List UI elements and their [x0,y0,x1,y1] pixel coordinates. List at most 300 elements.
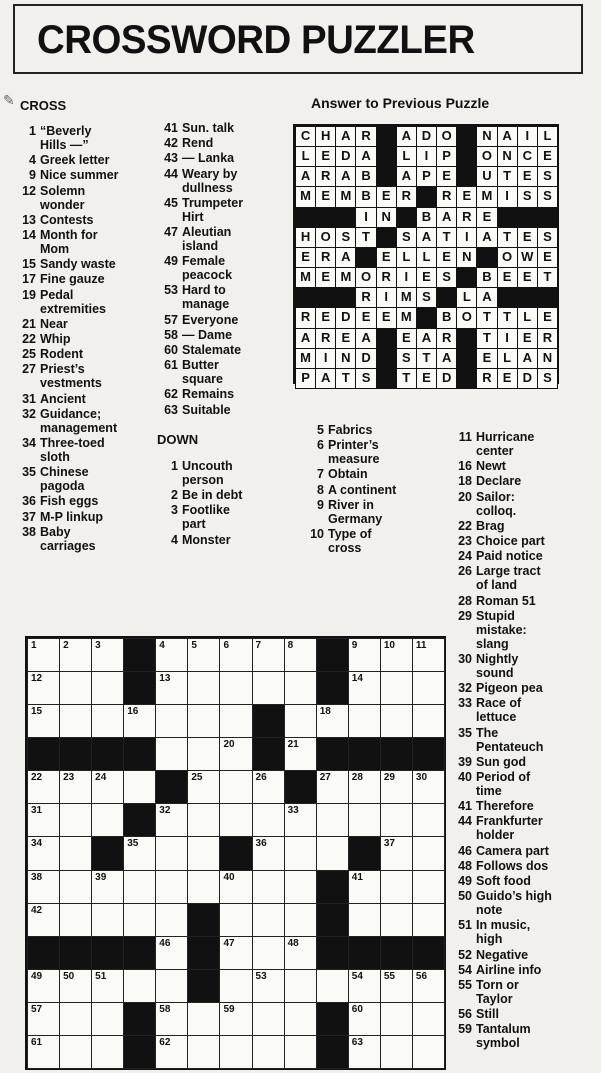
crossword-cell[interactable] [27,803,60,837]
answer-cell: O [497,247,518,268]
title-box [13,4,583,74]
black-square [316,936,349,970]
crossword-cell[interactable] [284,969,317,1003]
answer-cell: R [295,307,316,328]
answer-cell: W [517,247,538,268]
clue-text: Rodent [40,347,84,362]
answer-cell: A [396,126,417,147]
crossword-cell[interactable] [187,704,220,738]
crossword-cell[interactable] [348,903,381,937]
answer-cell: I [376,287,397,308]
across-clue [156,358,223,386]
clue-number: 34 [22,436,36,450]
crossword-cell[interactable] [27,671,60,705]
crossword-cell[interactable] [412,638,445,672]
clue-number: 44 [458,814,472,829]
clue-number: 30 [458,652,472,666]
crossword-cell[interactable] [155,1035,188,1069]
crossword-cell[interactable] [348,969,381,1003]
clue-text: Sun. talk [182,121,235,135]
down-clue [448,726,543,754]
crossword-cell[interactable] [219,704,252,738]
crossword-cell[interactable] [316,770,349,804]
answer-cell: E [517,267,538,288]
crossword-cell[interactable] [91,969,124,1003]
crossword-cell[interactable] [412,704,445,738]
answer-cell: N [497,146,518,167]
crossword-cell[interactable] [187,870,220,904]
clue-number: 27 [22,362,36,377]
clue-number: 35 [22,465,36,480]
crossword-cell[interactable] [155,704,188,738]
answer-cell: T [436,227,457,248]
clue-number: 13 [22,212,36,227]
crossword-cell[interactable] [155,836,188,870]
crossword-cell[interactable] [348,870,381,904]
crossword-cell[interactable] [59,870,92,904]
crossword-cell[interactable] [219,671,252,705]
clue-text: Fine gauze [40,272,105,287]
crossword-cell[interactable] [412,969,445,1003]
clue-number: 62 [164,387,178,402]
crossword-cell[interactable] [284,870,317,904]
crossword-cell[interactable] [59,671,92,705]
crossword-cell[interactable] [187,770,220,804]
answer-cell: D [335,146,356,167]
clue-number: 28 [458,593,472,608]
clue-number: 45 [164,195,178,210]
answer-cell: L [497,348,518,369]
answer-cell: S [436,267,457,288]
answer-cell: S [335,227,356,248]
crossword-cell[interactable] [284,704,317,738]
crossword-cell[interactable] [252,803,285,837]
crossword-cell[interactable] [380,1002,413,1036]
answer-cell: I [355,207,376,228]
black-square [316,638,349,672]
answer-black-square [456,267,477,288]
answer-cell: S [537,186,558,207]
answer-cell: E [476,348,497,369]
answer-black-square [315,287,336,308]
down-clue [448,519,504,533]
crossword-cell[interactable] [219,870,252,904]
down-clue [448,755,526,769]
clue-text: Uncouth person [182,459,233,487]
cell-number: 59 [223,1003,235,1015]
answer-cell: E [376,247,397,268]
crossword-cell[interactable] [380,1035,413,1069]
crossword-cell[interactable] [219,737,252,771]
answer-cell: I [497,328,518,349]
crossword-cell[interactable] [155,870,188,904]
clue-text: Trumpeter Hirt [182,195,244,224]
answer-cell: R [355,126,376,147]
clue-number: 21 [22,316,36,331]
black-square [123,936,156,970]
crossword-cell[interactable] [348,638,381,672]
answer-cell: N [335,348,356,369]
answer-cell: D [436,368,457,389]
down-clue [448,918,530,946]
crossword-cell[interactable] [252,836,285,870]
crossword-cell[interactable] [59,1035,92,1069]
answer-cell: A [396,166,417,187]
clue-text: Female peacock [182,254,233,283]
answer-cell: L [517,307,538,328]
crossword-cell[interactable] [412,836,445,870]
black-square [316,870,349,904]
cell-number: 14 [351,673,363,685]
black-square [187,936,220,970]
cell-number: 21 [287,739,299,751]
clue-text: Soft food [476,874,531,888]
crossword-cell[interactable] [187,638,220,672]
answer-cell: E [537,307,558,328]
clue-text: Rend [182,136,214,151]
answer-cell: E [436,166,457,187]
crossword-cell[interactable] [252,936,285,970]
crossword-cell[interactable] [284,936,317,970]
across-clue [18,436,105,464]
clue-text: Ancient [40,391,86,406]
answer-cell: T [335,368,356,389]
answer-cell: C [517,146,538,167]
answer-cell: A [335,166,356,187]
crossword-cell[interactable] [187,1035,220,1069]
crossword-cell[interactable] [380,704,413,738]
answer-cell: T [497,166,518,187]
clue-text: Still [476,1007,499,1022]
answer-cell: I [497,186,518,207]
crossword-cell[interactable] [187,836,220,870]
crossword-cell[interactable] [219,770,252,804]
clue-text: — Lanka [182,151,235,166]
crossword-cell[interactable] [155,737,188,771]
crossword-cell[interactable] [59,704,92,738]
clue-text: Suitable [182,402,231,417]
crossword-cell[interactable] [284,671,317,705]
crossword-cell[interactable] [27,704,60,738]
crossword-cell[interactable] [284,737,317,771]
clue-number: 51 [458,918,472,933]
clue-text: Whip [40,332,71,346]
clue-text: Guido’s high note [476,889,552,918]
crossword-cell[interactable] [155,803,188,837]
clue-text: Nice summer [40,168,119,183]
answer-black-square [537,207,558,228]
cell-number: 58 [159,1003,171,1015]
crossword-cell[interactable] [380,836,413,870]
crossword-cell[interactable] [380,803,413,837]
clue-text: Period of time [476,770,531,798]
crossword-cell[interactable] [252,671,285,705]
crossword-cell[interactable] [187,737,220,771]
answer-black-square [335,287,356,308]
crossword-cell[interactable] [348,671,381,705]
cell-number: 6 [223,640,230,651]
crossword-cell[interactable] [252,870,285,904]
crossword-cell[interactable] [91,1035,124,1069]
crossword-cell[interactable] [380,770,413,804]
clue-number: 59 [458,1022,472,1037]
crossword-cell[interactable] [59,903,92,937]
crossword-cell[interactable] [348,704,381,738]
crossword-cell[interactable] [380,638,413,672]
crossword-cell[interactable] [91,704,124,738]
crossword-cell[interactable] [412,903,445,937]
crossword-cell[interactable] [59,638,92,672]
clue-text: Declare [476,474,522,489]
crossword-cell[interactable] [284,638,317,672]
clue-number: 41 [164,121,178,135]
answer-cell: E [355,307,376,328]
answer-cell: M [295,267,316,288]
crossword-cell[interactable] [155,903,188,937]
answer-black-square [517,287,538,308]
crossword-cell[interactable] [219,1002,252,1036]
crossword-cell[interactable] [187,803,220,837]
answer-cell: R [436,186,457,207]
clue-number: 46 [458,843,472,858]
crossword-cell[interactable] [316,836,349,870]
answer-black-square [416,186,437,207]
crossword-cell[interactable] [348,770,381,804]
crossword-cell[interactable] [412,770,445,804]
down-clue [302,527,372,555]
crossword-cell[interactable] [27,836,60,870]
down-clue [448,1022,531,1050]
cell-number: 48 [287,937,299,949]
cell-number: 22 [31,772,43,784]
crossword-cell[interactable] [155,671,188,705]
answer-cell: D [335,307,356,328]
crossword-cell[interactable] [316,969,349,1003]
crossword-cell[interactable] [27,903,60,937]
answer-cell: E [315,307,336,328]
crossword-cell[interactable] [219,803,252,837]
crossword-cell[interactable] [412,1002,445,1036]
crossword-cell[interactable] [155,1002,188,1036]
black-square [155,770,188,804]
clue-number: 61 [164,358,178,373]
clue-number: 8 [317,482,324,497]
across-clue [18,525,96,553]
crossword-cell[interactable] [380,903,413,937]
across-clue [18,228,98,256]
black-square [316,903,349,937]
crossword-cell[interactable] [412,671,445,705]
crossword-cell[interactable] [316,704,349,738]
crossword-cell[interactable] [155,969,188,1003]
answer-black-square [335,207,356,228]
answer-cell: S [537,166,558,187]
black-square [348,836,381,870]
crossword-cell[interactable] [123,704,156,738]
down-clue [302,423,372,437]
clue-number: 54 [458,962,472,977]
crossword-cell[interactable] [91,770,124,804]
crossword-cell[interactable] [219,1035,252,1069]
answer-cell: L [295,146,316,167]
answer-cell: S [396,227,417,248]
crossword-cell[interactable] [219,638,252,672]
answer-cell: E [315,267,336,288]
answer-cell: T [355,227,376,248]
crossword-cell[interactable] [348,1002,381,1036]
crossword-cell[interactable] [91,638,124,672]
crossword-cell[interactable] [59,803,92,837]
crossword-cell[interactable] [59,969,92,1003]
crossword-cell[interactable] [252,1035,285,1069]
crossword-cell[interactable] [91,903,124,937]
clue-number: 29 [458,608,472,623]
answer-black-square [456,166,477,187]
answer-cell: A [436,207,457,228]
clue-text: Month for Mom [40,228,98,256]
answer-cell: O [456,307,477,328]
crossword-cell[interactable] [27,638,60,672]
clue-text: Pigeon pea [476,681,543,696]
clue-number: 42 [164,136,178,151]
down-clue [448,696,521,724]
cell-number: 28 [351,772,363,784]
answer-cell: T [416,348,437,369]
crossword-cell[interactable] [27,1035,60,1069]
cell-number: 38 [31,871,43,883]
down-clue [156,488,242,502]
crossword-cell[interactable] [123,969,156,1003]
crossword-cell[interactable] [284,903,317,937]
crossword-cell[interactable] [155,936,188,970]
black-square [91,936,124,970]
crossword-cell[interactable] [316,803,349,837]
crossword-cell[interactable] [252,903,285,937]
clue-text: Guidance; management [40,406,118,435]
answer-cell: C [295,126,316,147]
crossword-cell[interactable] [27,969,60,1003]
answer-cell: R [456,207,477,228]
crossword-cell[interactable] [284,1002,317,1036]
black-square [187,903,220,937]
crossword-cell[interactable] [27,1002,60,1036]
black-square [252,737,285,771]
crossword-cell[interactable] [187,671,220,705]
crossword-cell[interactable] [27,770,60,804]
down-clue [448,459,506,473]
answer-cell: E [376,186,397,207]
clue-text: Sailor: colloq. [476,489,517,518]
across-clue [156,313,238,327]
clue-number: 33 [458,696,472,711]
crossword-cell[interactable] [348,1035,381,1069]
crossword-cell[interactable] [123,770,156,804]
answer-cell: E [537,247,558,268]
crossword-cell[interactable] [284,836,317,870]
clue-text: Negative [476,947,529,962]
cell-number: 27 [319,772,331,784]
across-clue [156,196,243,224]
answer-cell: L [396,146,417,167]
answer-black-square [376,126,397,147]
down-clue [448,889,552,917]
across-clue [18,272,105,286]
crossword-cell[interactable] [252,1002,285,1036]
crossword-cell[interactable] [123,836,156,870]
crossword-cell[interactable] [252,969,285,1003]
crossword-cell[interactable] [91,803,124,837]
crossword-cell[interactable] [380,969,413,1003]
answer-cell: E [295,247,316,268]
answer-cell: R [315,247,336,268]
crossword-cell[interactable] [59,836,92,870]
clue-text: Greek letter [40,153,110,168]
clue-number: 18 [458,474,472,489]
crossword-cell[interactable] [219,936,252,970]
crossword-cell[interactable] [252,770,285,804]
crossword-cell[interactable] [123,870,156,904]
crossword-cell[interactable] [412,803,445,837]
answer-cell: A [476,227,497,248]
crossword-cell[interactable] [91,1002,124,1036]
across-clue [156,403,231,417]
clue-text: Tantalum symbol [476,1022,531,1051]
down-clue [448,948,528,962]
crossword-cell[interactable] [123,903,156,937]
black-square [123,671,156,705]
crossword-cell[interactable] [219,903,252,937]
crossword-cell[interactable] [155,638,188,672]
across-clue [18,494,98,508]
crossword-cell[interactable] [412,870,445,904]
crossword-cell[interactable] [59,1002,92,1036]
clue-text: Large tract of land [476,564,541,593]
crossword-cell[interactable] [284,1035,317,1069]
cell-number: 40 [223,871,235,883]
answer-cell: A [497,126,518,147]
crossword-cell[interactable] [348,803,381,837]
crossword-cell[interactable] [412,1035,445,1069]
across-clue [18,213,93,227]
crossword-cell[interactable] [91,671,124,705]
answer-cell: E [315,186,336,207]
crossword-cell[interactable] [284,803,317,837]
answer-black-square [497,207,518,228]
clue-text: Pedal extremities [40,287,107,316]
answer-cell: M [396,287,417,308]
black-square [123,638,156,672]
crossword-cell[interactable] [59,770,92,804]
answer-cell: B [476,267,497,288]
black-square [91,836,124,870]
crossword-cell[interactable] [27,870,60,904]
crossword-cell[interactable] [187,1002,220,1036]
clue-text: Priest’s vestments [40,362,102,391]
crossword-cell[interactable] [219,969,252,1003]
across-clue [18,407,117,435]
crossword-cell[interactable] [380,671,413,705]
crossword-cell[interactable] [380,870,413,904]
crossword-cell[interactable] [252,638,285,672]
answer-cell: A [517,348,538,369]
clue-number: 16 [458,459,472,474]
answer-black-square [456,368,477,389]
answer-black-square [376,166,397,187]
across-clue [156,151,234,165]
crossword-cell[interactable] [91,870,124,904]
answer-cell: T [396,368,417,389]
answer-cell: T [497,307,518,328]
